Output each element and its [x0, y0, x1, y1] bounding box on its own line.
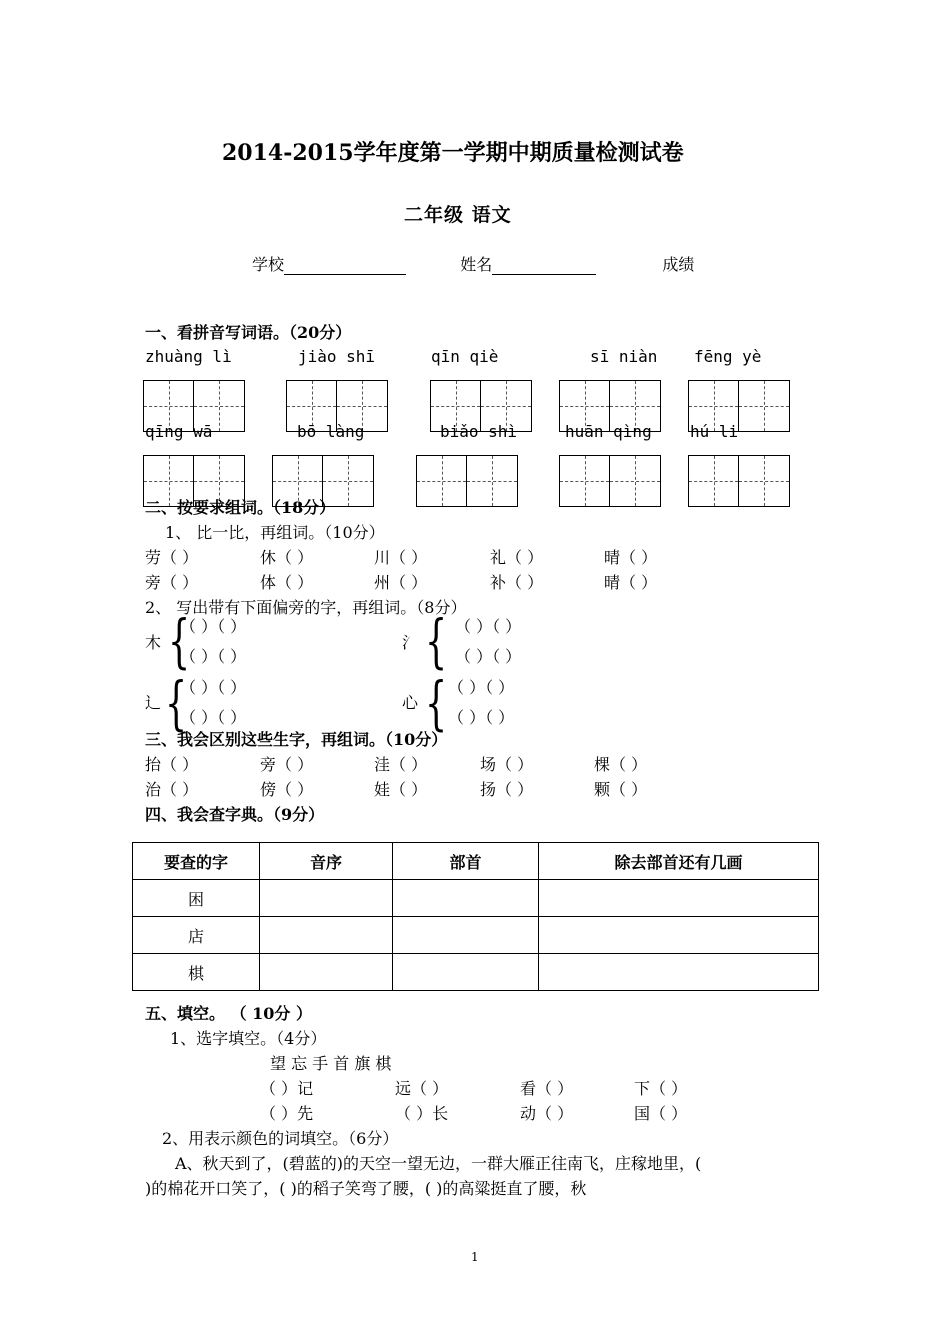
fill-item[interactable]: 扬（ ）: [480, 780, 534, 799]
writing-grid[interactable]: [416, 455, 518, 507]
fill-item[interactable]: 下（ ）: [634, 1079, 688, 1098]
table-header: 部首: [393, 843, 539, 880]
fill-item[interactable]: 国（ ）: [634, 1104, 688, 1123]
table-header: 音序: [260, 843, 393, 880]
pinyin: bō làng: [297, 422, 365, 441]
name-label: 姓名: [460, 255, 493, 274]
fill-item[interactable]: 远（ ）: [395, 1079, 449, 1098]
fill-item[interactable]: 场（ ）: [480, 755, 534, 774]
paragraph-line: A、秋天到了，(碧蓝的)的天空一望无边，一群大雁正往南飞，庄稼地里，(: [175, 1154, 702, 1173]
fill-item[interactable]: 补（ ）: [490, 573, 544, 592]
writing-grid[interactable]: [559, 455, 661, 507]
pinyin: biǎo shì: [440, 422, 518, 441]
fill-item[interactable]: 抬（ ）: [145, 755, 199, 774]
fill-item[interactable]: 颗（ ）: [594, 780, 648, 799]
fill-item[interactable]: 晴（ ）: [604, 573, 658, 592]
s5-q1: 1、选字填空。（4分）: [170, 1029, 327, 1048]
table-header: 要查的字: [133, 843, 260, 880]
writing-grid[interactable]: [688, 455, 790, 507]
radical-label: 心: [402, 693, 419, 712]
brace-icon: {: [168, 607, 191, 675]
fill-item[interactable]: 礼（ ）: [490, 548, 544, 567]
pinyin: sī niàn: [590, 347, 658, 366]
s3-heading: 三、我会区别这些生字，再组词。（10分）: [145, 730, 448, 749]
s2-heading: 二、按要求组词。（18分）: [145, 498, 336, 517]
fill-item[interactable]: 傍（ ）: [260, 780, 314, 799]
paragraph-line: )的棉花开口笑了，( )的稻子笑弯了腰，( )的高粱挺直了腰，秋: [145, 1179, 587, 1198]
fill-item[interactable]: （ ）（ ）: [180, 678, 247, 697]
s2-q1: 1、 比一比，再组词。（10分）: [165, 523, 385, 542]
fill-item[interactable]: 州（ ）: [374, 573, 428, 592]
fill-item[interactable]: 体（ ）: [260, 573, 314, 592]
fill-item[interactable]: 动（ ）: [520, 1104, 574, 1123]
answer-cell[interactable]: [393, 954, 539, 991]
table-cell: 困: [133, 880, 260, 917]
info-line: [252, 252, 694, 275]
pinyin: jiào shī: [298, 347, 376, 366]
name-field[interactable]: [492, 258, 596, 275]
answer-cell[interactable]: [393, 917, 539, 954]
fill-item[interactable]: （ ）（ ）: [448, 708, 515, 727]
s5-heading: 五、填空。 （ 10分 ）: [145, 1004, 312, 1023]
pinyin: hú li: [690, 422, 739, 441]
answer-cell[interactable]: [260, 954, 393, 991]
fill-item[interactable]: （ ）（ ）: [180, 647, 247, 666]
table-row: [133, 880, 819, 917]
answer-cell[interactable]: [539, 954, 819, 991]
school-field[interactable]: [284, 258, 406, 275]
radical-label: 氵: [402, 633, 419, 652]
fill-item[interactable]: （ ）（ ）: [455, 617, 522, 636]
fill-item[interactable]: 娃（ ）: [374, 780, 428, 799]
fill-item[interactable]: （ ）（ ）: [448, 678, 515, 697]
s2-q2: 2、 写出带有下面偏旁的字，再组词。（8分）: [145, 598, 467, 617]
fill-item[interactable]: （ ）（ ）: [180, 617, 247, 636]
radical-label: 木: [145, 633, 162, 652]
pinyin: qīng wā: [145, 422, 213, 441]
fill-item[interactable]: （ ）（ ）: [455, 647, 522, 666]
brace-icon: {: [425, 607, 448, 675]
answer-cell[interactable]: [260, 880, 393, 917]
fill-item[interactable]: （ ）（ ）: [180, 708, 247, 727]
fill-item[interactable]: 川（ ）: [374, 548, 428, 567]
answer-cell[interactable]: [539, 917, 819, 954]
fill-item[interactable]: 晴（ ）: [604, 548, 658, 567]
radical-label: 辶: [145, 693, 162, 712]
brace-icon: {: [425, 669, 448, 737]
table-cell: 棋: [133, 954, 260, 991]
page-subtitle: 二年级 语文: [404, 204, 512, 226]
score-label: 成绩: [662, 255, 695, 274]
fill-item[interactable]: 治（ ）: [145, 780, 199, 799]
page-title: 2014-2015学年度第一学期中期质量检测试卷: [222, 140, 684, 166]
table-header: 除去部首还有几画: [539, 843, 819, 880]
pinyin: fēng yè: [694, 347, 762, 366]
fill-item[interactable]: 休（ ）: [260, 548, 314, 567]
fill-item[interactable]: 洼（ ）: [374, 755, 428, 774]
page-number: 1: [471, 1250, 479, 1264]
pinyin: huān qìng: [565, 422, 652, 441]
school-label: 学校: [252, 255, 285, 274]
answer-cell[interactable]: [260, 917, 393, 954]
s4-heading: 四、我会查字典。（9分）: [145, 805, 325, 824]
s5-q2: 2、用表示颜色的词填空。（6分）: [162, 1129, 399, 1148]
fill-item[interactable]: 旁（ ）: [145, 573, 199, 592]
choice-chars: 望 忘 手 首 旗 棋: [270, 1054, 392, 1073]
table-cell: 店: [133, 917, 260, 954]
s1-heading: 一、看拼音写词语。（20分）: [145, 323, 352, 342]
pinyin: qīn qiè: [431, 347, 499, 366]
fill-item[interactable]: （ ）长: [395, 1104, 449, 1123]
fill-item[interactable]: （ ）先: [260, 1104, 314, 1123]
brace-icon: {: [165, 669, 188, 737]
fill-item[interactable]: 旁（ ）: [260, 755, 314, 774]
fill-item[interactable]: 看（ ）: [520, 1079, 574, 1098]
answer-cell[interactable]: [393, 880, 539, 917]
fill-item[interactable]: 棵（ ）: [594, 755, 648, 774]
table-row: [133, 917, 819, 954]
fill-item[interactable]: 劳（ ）: [145, 548, 199, 567]
pinyin: zhuàng lì: [145, 347, 232, 366]
dictionary-table: [132, 842, 819, 991]
answer-cell[interactable]: [539, 880, 819, 917]
table-row: [133, 954, 819, 991]
fill-item[interactable]: （ ）记: [260, 1079, 314, 1098]
